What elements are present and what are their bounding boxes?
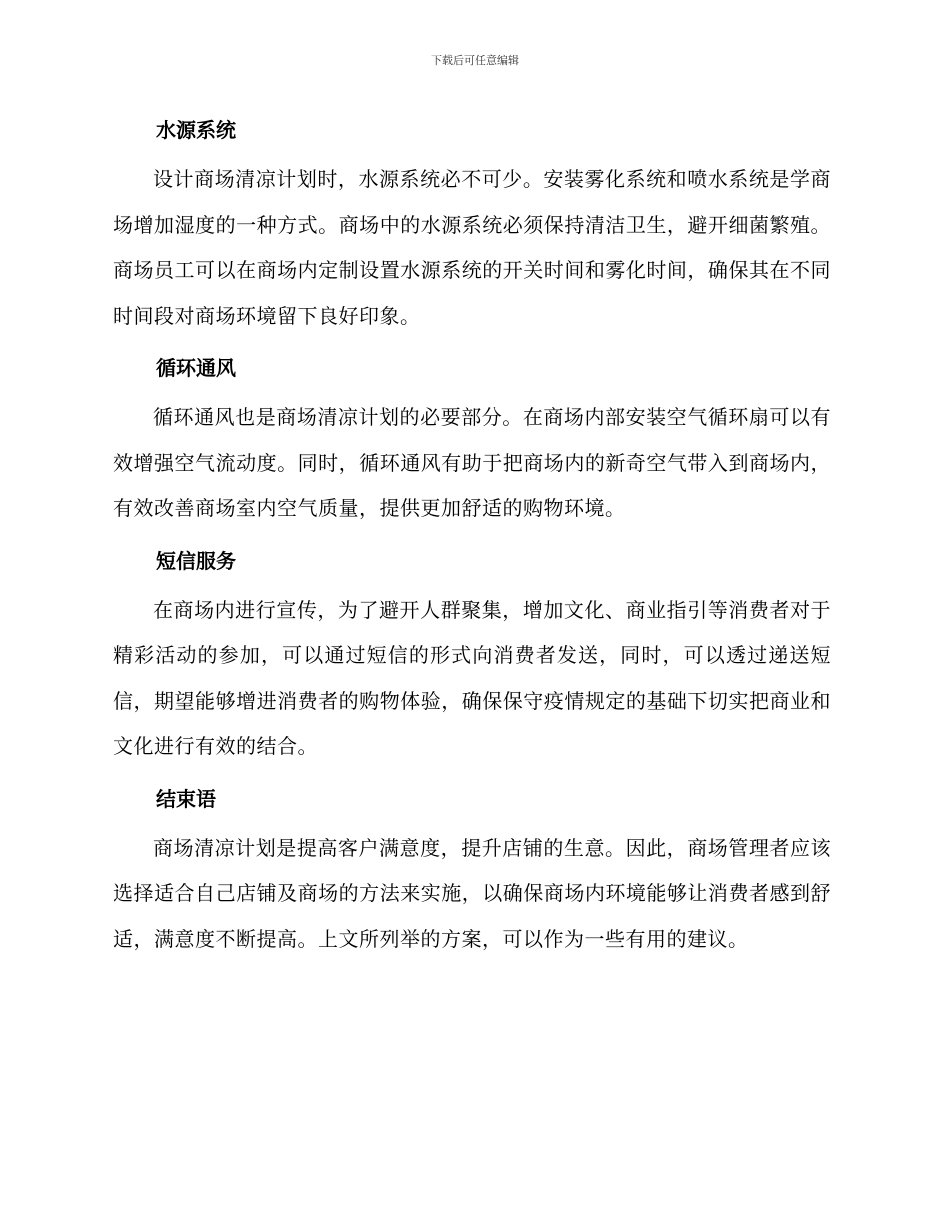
section-heading: 短信服务: [156, 548, 236, 573]
section-heading: 结束语: [156, 786, 216, 811]
document-body: [113, 110, 831, 962]
header-note: 下载后可任意编辑: [431, 54, 519, 67]
section-heading: 循环通风: [156, 356, 236, 380]
section-paragraph: 在商场内进行宣传，为了避开人群聚集，增加文化、商业指引等消费者对于精彩活动的参加，可以通过短信的形式向消费者发送，同时，可以透过递送短信，期望能够增进消费者的购物体验，确保保守疫情规定的基础下切实把商业和文化进行有效的结合。: [113, 597, 831, 758]
section-paragraph: 循环通风也是商场清凉计划的必要部分。在商场内部安装空气循环扇可以有效增强空气流动度。同时，循环通风有助于把商场内的新奇空气带入到商场内，有效改善商场室内空气质量，提供更加舒适的购物环境。: [113, 405, 831, 520]
section-paragraph: 商场清凉计划是提高客户满意度，提升店铺的生意。因此，商场管理者应该选择适合自己店铺及商场的方法来实施，以确保商场内环境能够让消费者感到舒适，满意度不断提高。上文所列举的方案，可以作为一些有用的建议。: [113, 835, 831, 951]
section-heading: 水源系统: [156, 118, 236, 142]
section-conclusion: [113, 779, 831, 963]
section-paragraph: 设计商场清凉计划时，水源系统必不可少。安装雾化系统和喷水系统是学商场增加湿度的一种方式。商场中的水源系统必须保持清洁卫生，避开细菌繁殖。商场员工可以在商场内定制设置水源系统的开关时间和雾化时间，确保其在不同时间段对商场环境留下良好印象。: [113, 167, 831, 328]
section-sms-service: [113, 541, 831, 779]
section-ventilation: [113, 348, 831, 541]
section-water-source: [113, 110, 831, 348]
